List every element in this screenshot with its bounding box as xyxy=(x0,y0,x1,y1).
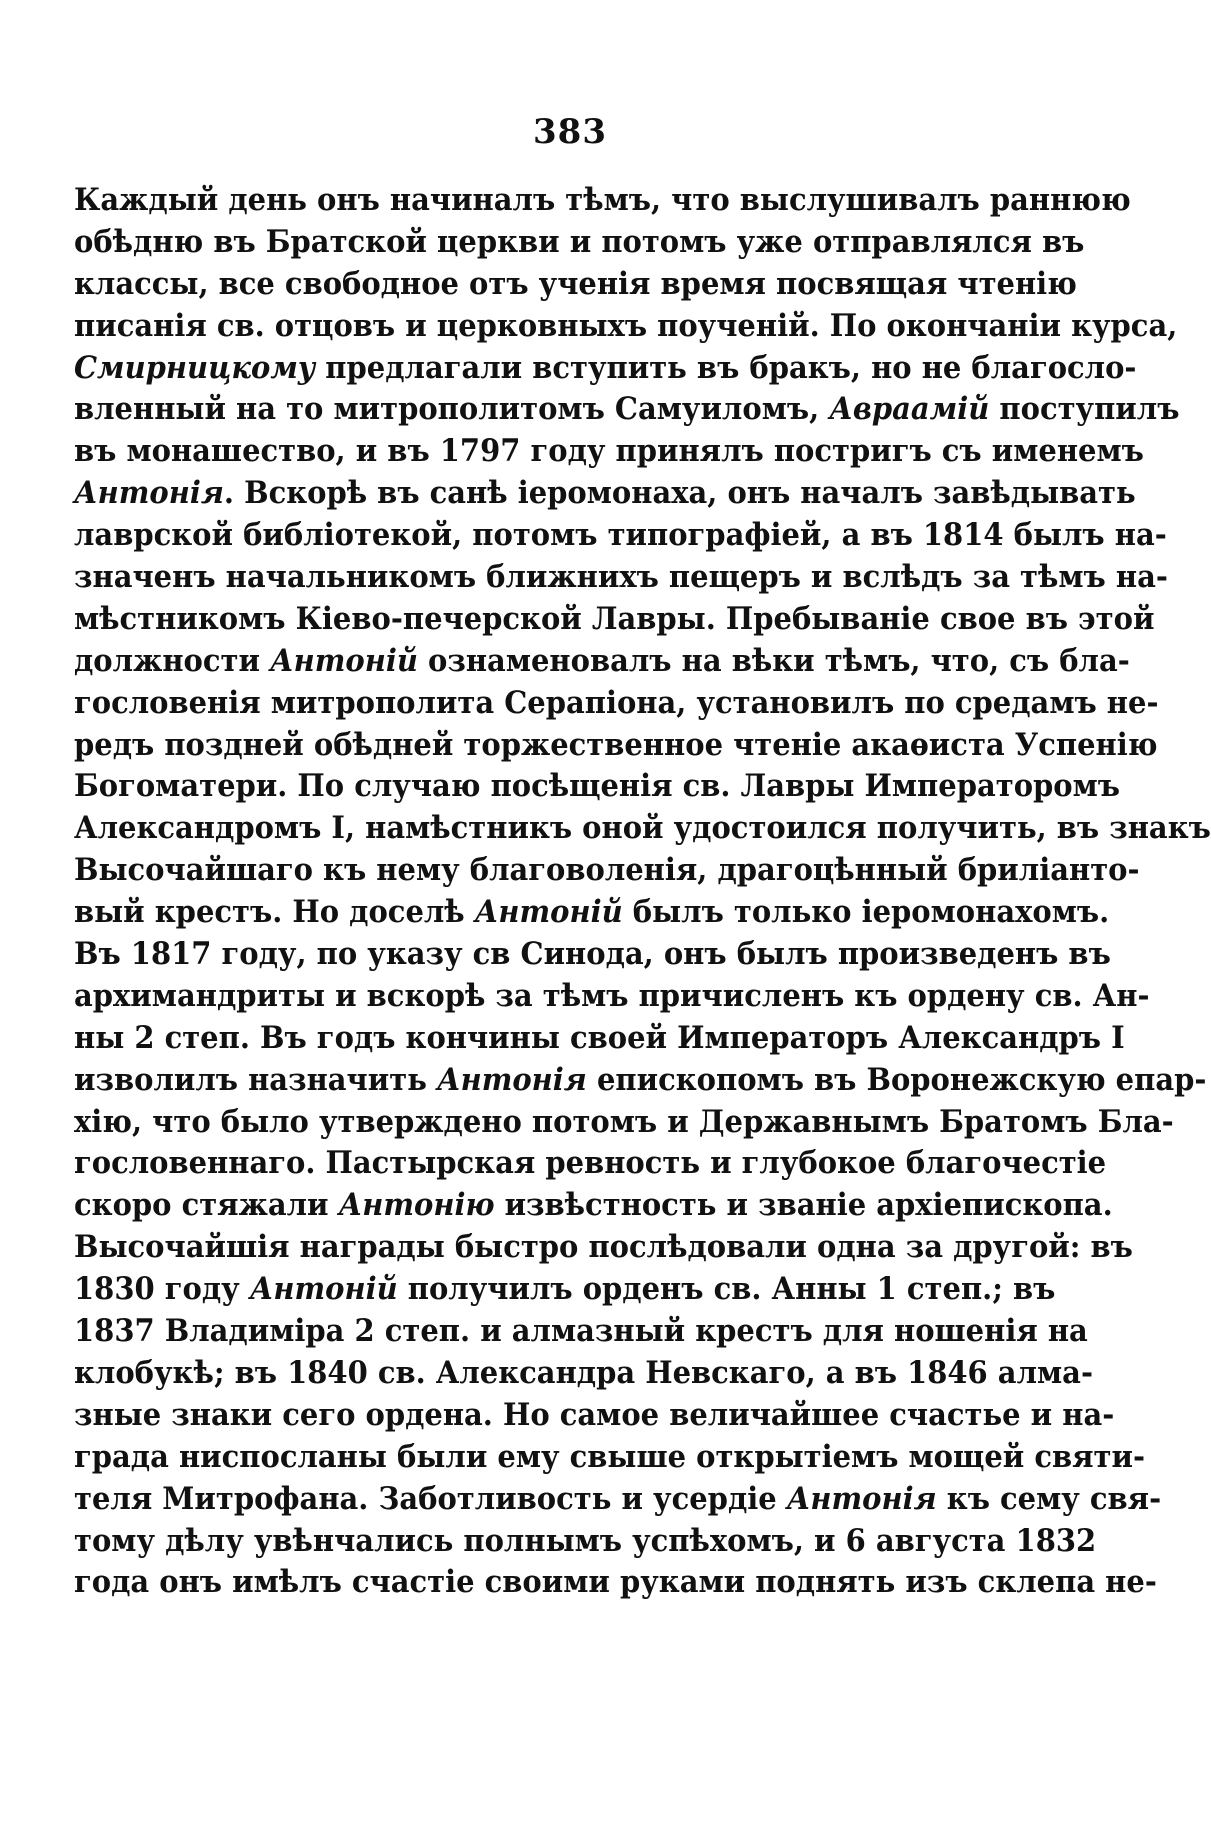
text-run: Богоматери. По случаю посѣщенія св. Лавры Императоромъ xyxy=(74,768,1121,805)
text-run: тому дѣлу увѣнчались полнымъ успѣхомъ, и 6 августа 1832 xyxy=(74,1522,1097,1559)
italic-name: Антонія xyxy=(786,1480,937,1517)
text-run: ны 2 степ. Въ годъ кончины своей Императоръ Александръ I xyxy=(74,1019,1125,1056)
italic-name: Смирницкому xyxy=(74,349,316,386)
text-line xyxy=(74,306,1178,348)
text-run: . Вскорѣ въ санѣ іеромонаха, онъ началъ завѣдывать xyxy=(223,475,1136,512)
text-run: вый крестъ. Но доселѣ xyxy=(74,894,475,931)
italic-name: Антоній xyxy=(249,1271,398,1308)
text-line xyxy=(74,1479,1162,1521)
text-run: гословеннаго. Пастырская ревность и глубокое благочестіе xyxy=(74,1145,1107,1182)
text-run: Въ 1817 году, по указу св Синода, онъ былъ произведенъ въ xyxy=(74,936,1111,973)
text-run: предлагали вступить въ бракъ, но не благосло- xyxy=(315,349,1137,386)
text-line xyxy=(74,348,1137,390)
text-run: писанія св. отцовъ и церковныхъ поученій. По окончаніи курса, xyxy=(74,307,1178,344)
text-line xyxy=(74,599,1155,641)
italic-name: Антоній xyxy=(270,642,418,679)
text-run: Высочайшаго къ нему благоволенія, драгоцѣнный бриліанто- xyxy=(74,852,1140,889)
text-run: въ монашество, и въ 1797 году принялъ постригъ съ именемъ xyxy=(74,433,1144,470)
text-line xyxy=(74,766,1121,808)
text-line xyxy=(74,1353,1093,1395)
text-run: Александромъ I, намѣстникъ оной удостоился получить, въ знакъ xyxy=(74,810,1211,847)
italic-name: Антонію xyxy=(338,1187,495,1224)
text-line xyxy=(74,431,1144,473)
text-run: Каждый день онъ начиналъ тѣмъ, что выслушивалъ раннюю xyxy=(74,182,1131,218)
text-line xyxy=(74,1269,1056,1311)
text-line xyxy=(74,808,1211,850)
text-run: значенъ начальникомъ ближнихъ пещеръ и вслѣдъ за тѣмъ на- xyxy=(74,559,1168,596)
text-line xyxy=(74,641,1130,683)
text-run: архимандриты и вскорѣ за тѣмъ причисленъ къ ордену св. Ан- xyxy=(74,977,1150,1014)
body-text xyxy=(74,180,1211,1604)
text-line xyxy=(74,934,1111,976)
text-run: извѣстность и званіе архіепископа. xyxy=(494,1187,1113,1224)
italic-name: Антонія xyxy=(74,475,224,512)
text-run: града ниспосланы были ему свыше открытіемъ мощей святи- xyxy=(74,1438,1146,1475)
text-run: ознаменовалъ на вѣки тѣмъ, что, съ бла- xyxy=(417,642,1130,679)
text-line xyxy=(74,1437,1146,1479)
text-run: лаврской библіотекой, потомъ типографіей, а въ 1814 былъ на- xyxy=(74,517,1167,554)
text-line xyxy=(74,389,1180,431)
text-line xyxy=(74,1521,1097,1563)
text-line xyxy=(74,1102,1174,1144)
text-line xyxy=(74,515,1167,557)
text-line xyxy=(74,725,1158,767)
text-line xyxy=(74,1562,1157,1604)
text-line xyxy=(74,1227,1133,1269)
text-run: 1837 Владиміра 2 степ. и алмазный крестъ для ношенія на xyxy=(74,1313,1088,1350)
text-line xyxy=(74,557,1168,599)
text-line xyxy=(74,1185,1113,1227)
text-run: редъ поздней обѣдней торжественное чтеніе акаѳиста Успенію xyxy=(74,726,1158,763)
text-run: получилъ орденъ св. Анны 1 степ.; въ xyxy=(397,1271,1056,1308)
text-line xyxy=(74,1395,1115,1437)
text-line xyxy=(74,1311,1088,1353)
text-run: мѣстникомъ Кіево-печерской Лавры. Пребываніе свое въ этой xyxy=(74,600,1155,637)
text-line xyxy=(74,180,1131,222)
text-run: къ сему свя- xyxy=(936,1480,1162,1517)
text-line xyxy=(74,1018,1125,1060)
text-line xyxy=(74,892,1110,934)
italic-name: Антоній xyxy=(474,894,623,931)
text-run: былъ только іеромонахомъ. xyxy=(622,894,1110,931)
text-line xyxy=(74,473,1136,515)
text-line xyxy=(74,264,1077,306)
italic-name: Авраамій xyxy=(829,391,990,428)
text-run: клобукѣ; въ 1840 св. Александра Невскаго, а въ 1846 алма- xyxy=(74,1354,1093,1391)
text-line xyxy=(74,683,1159,725)
page-number: 383 xyxy=(533,112,607,152)
text-run: Высочайшія награды быстро послѣдовали одна за другой: въ xyxy=(74,1229,1133,1266)
text-line xyxy=(74,1060,1207,1102)
text-run: 1830 году xyxy=(74,1271,250,1308)
text-run: вленный на то митрополитомъ Самуиломъ, xyxy=(74,391,830,428)
text-run: хію, что было утверждено потомъ и Державнымъ Братомъ Бла- xyxy=(74,1103,1174,1140)
italic-name: Антонія xyxy=(436,1061,587,1098)
text-run: поступилъ xyxy=(989,391,1180,428)
text-run: гословенія митрополита Серапіона, установилъ по средамъ не- xyxy=(74,684,1159,721)
text-line xyxy=(74,222,1085,264)
text-run: скоро стяжали xyxy=(74,1187,339,1224)
text-run: епископомъ въ Воронежскую епар- xyxy=(586,1061,1207,1098)
text-line xyxy=(74,850,1140,892)
text-run: обѣдню въ Братской церкви и потомъ уже отправлялся въ xyxy=(74,223,1085,260)
text-run: должности xyxy=(74,642,271,679)
text-line xyxy=(74,1143,1107,1185)
text-run: года онъ имѣлъ счастіе своими руками поднять изъ склепа не- xyxy=(74,1564,1157,1601)
text-run: классы, все свободное отъ ученія время посвящая чтенію xyxy=(74,265,1077,302)
text-run: теля Митрофана. Заботливость и усердіе xyxy=(74,1480,787,1517)
text-run: зные знаки сего ордена. Но самое величайшее счастье и на- xyxy=(74,1396,1115,1433)
text-run: изволилъ назначить xyxy=(74,1061,437,1098)
text-line xyxy=(74,976,1150,1018)
